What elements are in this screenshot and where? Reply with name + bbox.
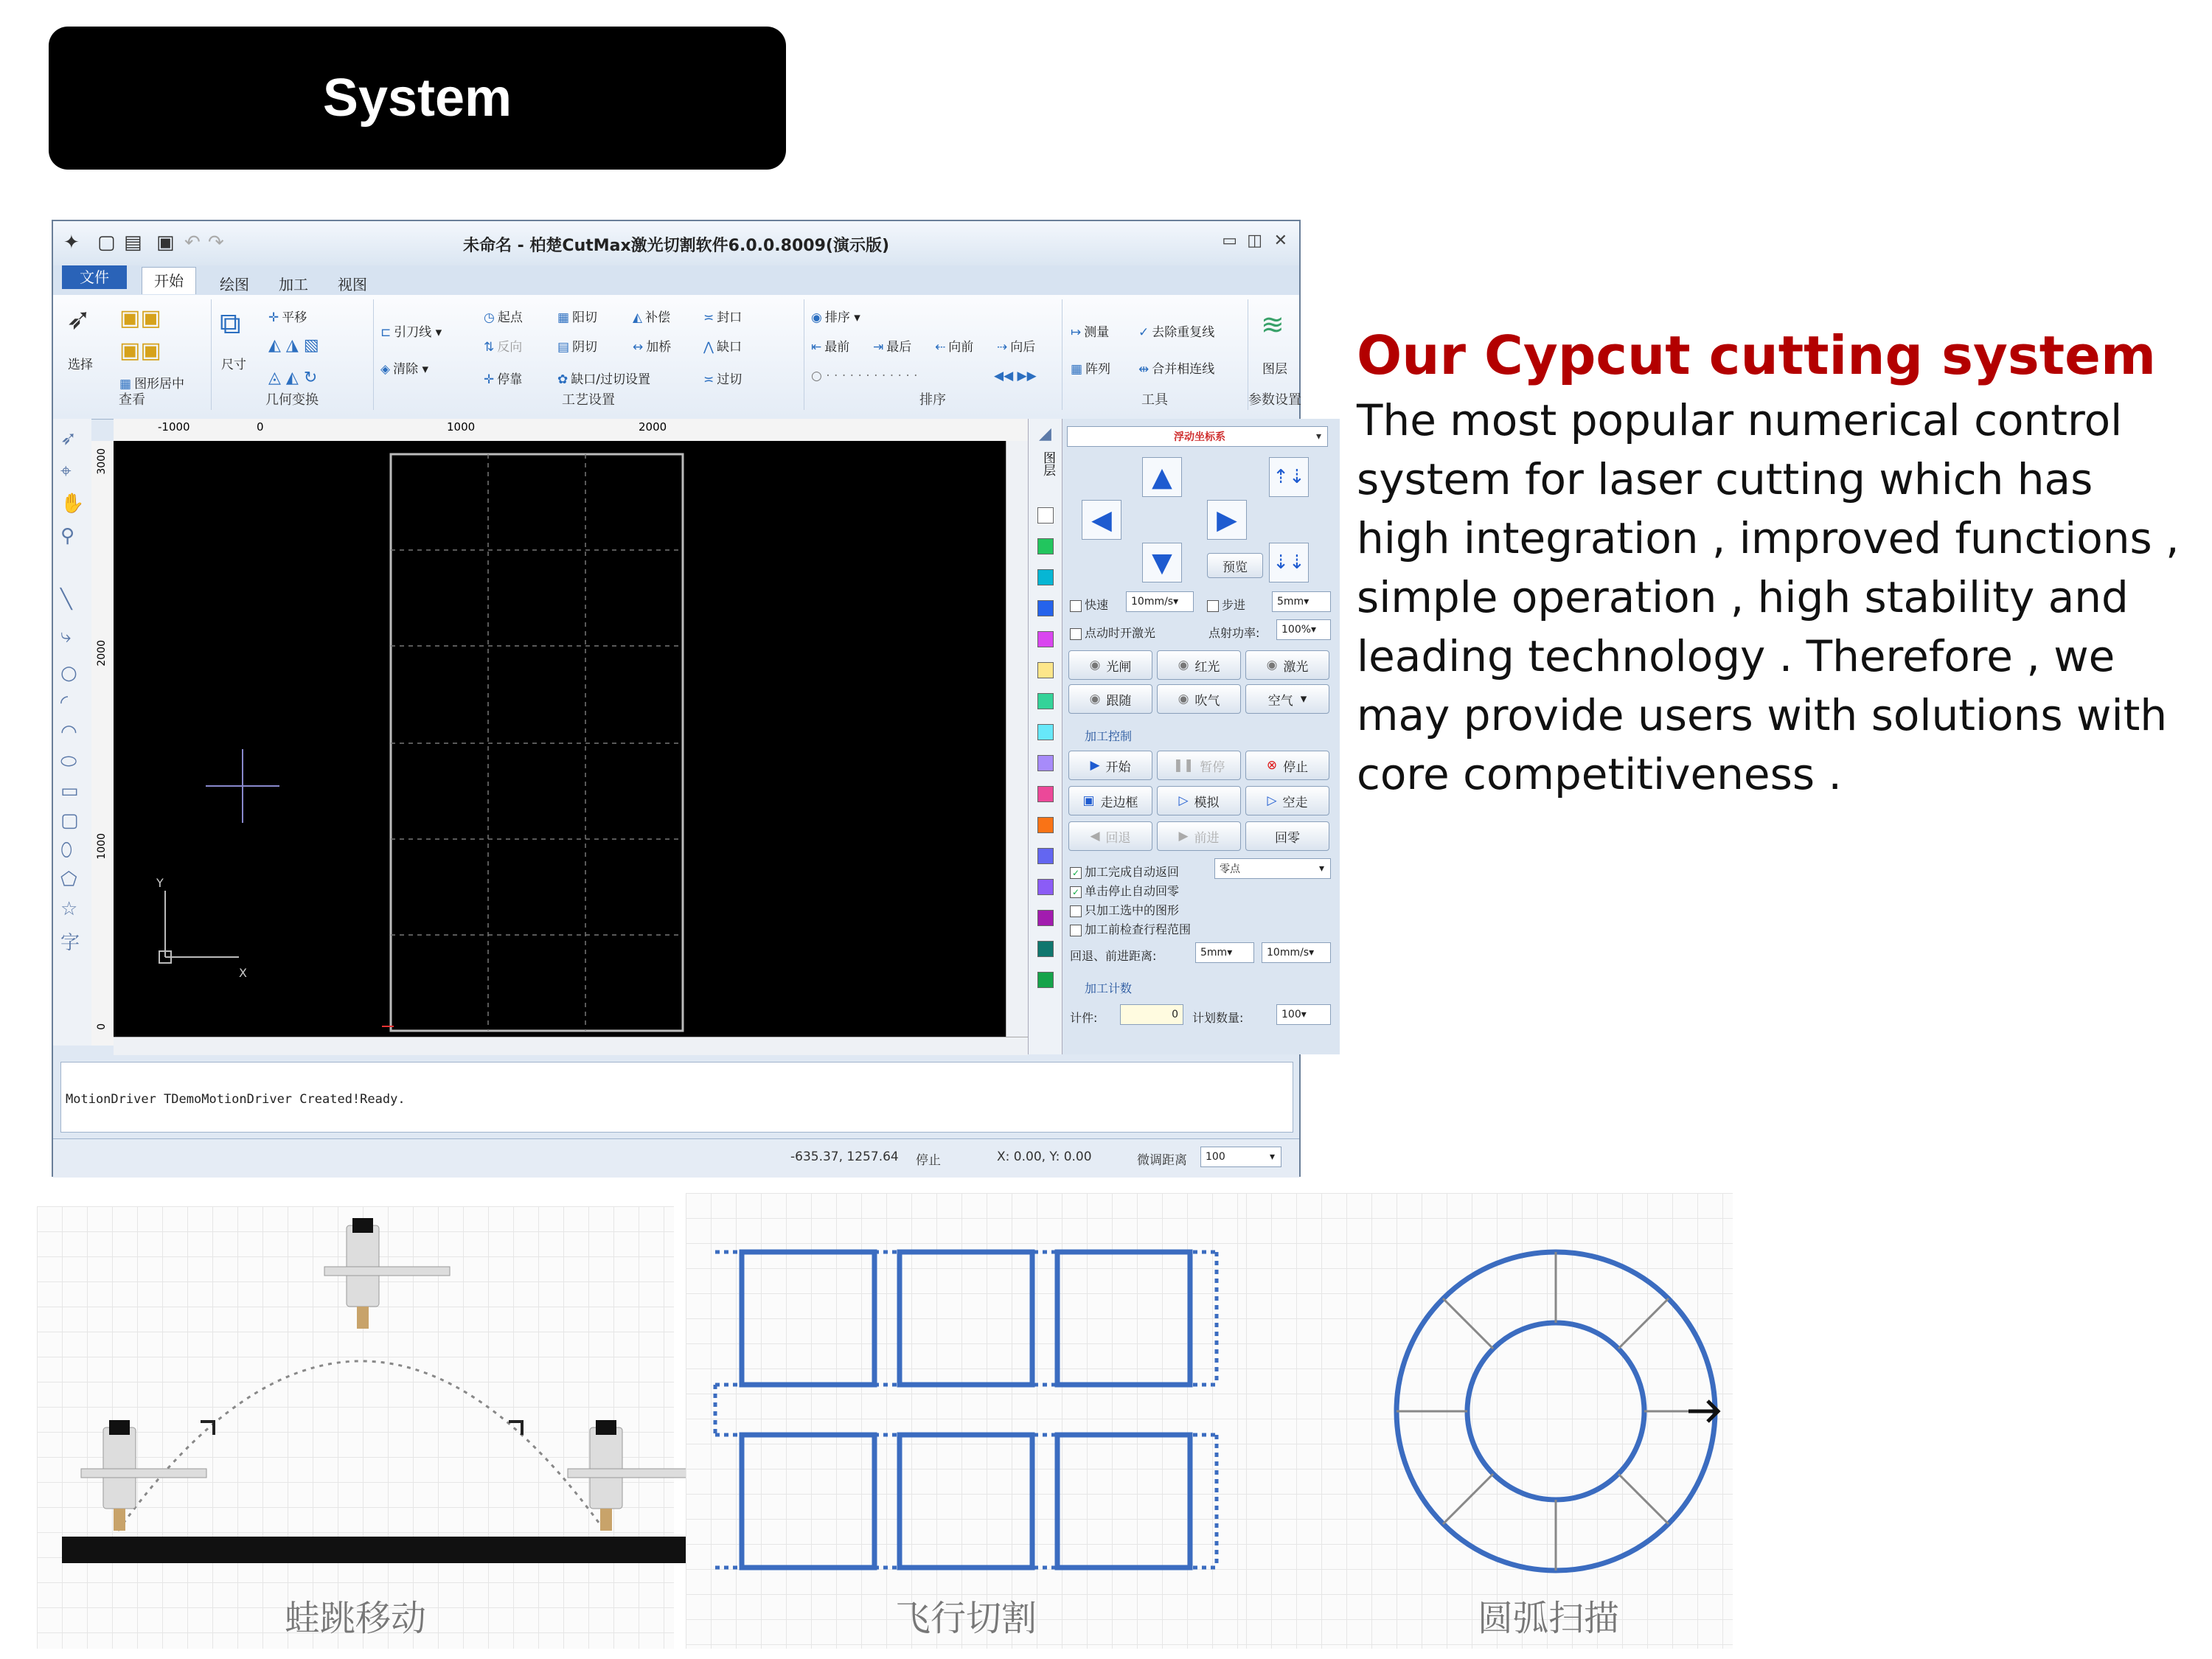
layer-color-swatch[interactable] <box>1037 662 1054 678</box>
log-message: MotionDriver TDemoMotionDriver Created!Ready. <box>66 1092 406 1107</box>
merge-button[interactable]: ⇹ 合并相连线 <box>1138 362 1215 377</box>
compensate-button[interactable]: ◭ 补偿 <box>633 310 671 325</box>
window-title: 未命名 - 柏楚CutMax激光切割软件6.0.0.8009(演示版) <box>462 237 890 255</box>
translate-button[interactable]: ✛ 平移 <box>268 310 307 325</box>
control-panel <box>1062 419 1340 1054</box>
jog-left-button[interactable]: ◀ <box>1082 500 1121 540</box>
layer-color-swatch[interactable] <box>1037 848 1054 864</box>
circle-tool-icon[interactable]: ○ <box>60 662 77 684</box>
laser-button[interactable]: ◉ 激光 <box>1245 650 1329 680</box>
arc-scan-illustration <box>1246 1193 1733 1649</box>
group-process-label: 工艺设置 <box>562 392 615 408</box>
select-button[interactable]: 选择 <box>68 358 93 372</box>
axis-x-label: X <box>239 966 247 980</box>
stop-button[interactable]: ⊗ 停止 <box>1245 751 1329 780</box>
preview-button[interactable]: 预览 <box>1207 553 1263 578</box>
back-advance-speed-select[interactable]: 10mm/s ▾ <box>1262 942 1331 963</box>
layer-color-swatch[interactable] <box>1037 538 1054 554</box>
group-params-label: 参数设置 <box>1248 392 1301 408</box>
gas-select[interactable]: 空气 ▾ <box>1245 684 1329 714</box>
canvas-horizontal-scrollbar[interactable] <box>114 1037 1028 1055</box>
dock-button[interactable]: ✛ 停靠 <box>484 372 523 387</box>
machine-state: 停止 <box>916 1153 941 1168</box>
rotate-icons[interactable]: ◬ ◭ ↻ <box>268 369 318 387</box>
redo-icon[interactable]: ↷ <box>208 232 224 254</box>
undo-icon[interactable]: ↶ <box>184 232 201 254</box>
size-icon: ⧉ <box>220 307 241 341</box>
bridge-button[interactable]: ↔ 加桥 <box>633 340 672 355</box>
layers-icon: ≋ <box>1261 308 1284 341</box>
description-body: The most popular numerical control system for laser cutting which has high integration , improved functions , simple operation , high stability and leading technology . Therefore , we may provide users with solutions with core competitiveness . <box>1357 395 2180 799</box>
select-box-icons[interactable]: ▣▣ <box>119 338 161 364</box>
fast-checkbox[interactable]: 快速 <box>1070 596 1108 613</box>
ruler-tick-label: 1000 <box>96 833 108 860</box>
layers-button[interactable]: 图层 <box>1262 362 1287 377</box>
auto-return-target-select[interactable]: 零点 ▾ <box>1214 858 1331 879</box>
z-down-button[interactable]: ⇣⇣ <box>1269 543 1309 582</box>
minimize-icon[interactable]: ▭ <box>1222 232 1237 250</box>
clear-button[interactable]: ◈ 清除 ▾ <box>380 362 429 377</box>
measure-button[interactable]: ↦ 测量 <box>1071 325 1110 340</box>
array-button[interactable]: ▦ 阵列 <box>1071 362 1111 377</box>
cut-in-button[interactable]: ▦ 阳切 <box>557 310 598 325</box>
ruler-tick-label: 2000 <box>96 640 108 667</box>
leapfrog-illustration <box>37 1206 674 1649</box>
lead-line-button[interactable]: ⊏ 引刀线 ▾ <box>380 325 442 340</box>
new-file-icon[interactable]: ▢ <box>97 232 116 254</box>
layer-color-swatch[interactable] <box>1037 507 1054 524</box>
tab-file[interactable]: 文件 <box>62 265 127 289</box>
group-sort <box>804 299 1062 410</box>
tab-view[interactable]: 视图 <box>338 276 367 293</box>
flying-cut-illustration <box>686 1193 1246 1649</box>
title-bar <box>53 221 1299 265</box>
machine-position: X: 0.00, Y: 0.00 <box>997 1150 1092 1164</box>
curve-tool-icon[interactable]: ◠ <box>60 721 77 743</box>
drawing-canvas[interactable] <box>114 441 1006 1037</box>
layer-color-swatch[interactable] <box>1037 910 1054 926</box>
rounded-rect-tool-icon[interactable]: ▢ <box>60 810 79 832</box>
arc-scan-label: 圆弧扫描 <box>1477 1598 1619 1639</box>
select-cursor-icon: ➶ <box>66 302 91 336</box>
layer-eraser-icon[interactable]: ◢ <box>1039 425 1051 443</box>
section-header <box>49 27 786 170</box>
cut-out-button[interactable]: ▤ 阴切 <box>557 340 598 355</box>
move-first-button[interactable]: ⇤ 最前 <box>811 340 850 355</box>
sort-step-icons[interactable]: ◀◀ ▶▶ <box>994 369 1037 383</box>
layer-color-swatch[interactable] <box>1037 693 1054 709</box>
back-button[interactable]: ◀ 回退 <box>1068 821 1152 851</box>
layer-color-swatch[interactable] <box>1037 600 1054 616</box>
group-params <box>1248 299 1302 410</box>
leapfrog-label: 蛙跳移动 <box>284 1598 426 1639</box>
fine-tune-label: 微调距离 <box>1137 1153 1187 1168</box>
layer-color-swatch[interactable] <box>1037 817 1054 833</box>
group-view-label: 查看 <box>119 392 145 408</box>
layer-color-swatch[interactable] <box>1037 941 1054 957</box>
group-tools-label: 工具 <box>1141 392 1168 408</box>
start-point-button[interactable]: ◷ 起点 <box>484 310 523 325</box>
sort-button[interactable]: ◉ 排序 ▾ <box>811 310 860 325</box>
layer-color-swatch[interactable] <box>1037 755 1054 771</box>
obround-tool-icon[interactable]: ⬯ <box>60 839 73 861</box>
check-range-checkbox[interactable]: 加工前检查行程范围 <box>1070 920 1191 937</box>
simulate-button[interactable]: ▷ 模拟 <box>1157 786 1241 815</box>
coordinate-mode-select[interactable]: 浮动坐标系 ▾ <box>1067 426 1328 447</box>
blow-button[interactable]: ◉ 吹气 <box>1157 684 1241 714</box>
ruler-tick-label: 1000 <box>447 420 476 434</box>
selected-only-checkbox[interactable]: 只加工选中的图形 <box>1070 901 1179 918</box>
layer-color-swatch[interactable] <box>1037 569 1054 585</box>
pulse-power-label: 点射功率: <box>1208 626 1260 640</box>
jog-up-button[interactable]: ▲ <box>1142 457 1182 497</box>
layer-color-swatch[interactable] <box>1037 879 1054 895</box>
tab-start[interactable]: 开始 <box>142 267 196 294</box>
arc-tool-icon[interactable]: ◜ <box>60 692 69 714</box>
step-checkbox[interactable]: 步进 <box>1207 596 1245 613</box>
size-button[interactable]: 尺寸 <box>221 358 246 372</box>
plan-count-field[interactable]: 100 ▾ <box>1276 1004 1331 1025</box>
red-light-button[interactable]: ◉ 红光 <box>1157 650 1241 680</box>
rect-tool-icon[interactable]: ▭ <box>60 780 79 802</box>
select-tool-icon[interactable]: ➶ <box>60 428 77 450</box>
start-button[interactable]: ▶ 开始 <box>1068 751 1152 780</box>
polyline-tool-icon[interactable]: ⤷ <box>60 625 72 647</box>
ribbon-tabs <box>53 265 1299 296</box>
flying-cut-diagram <box>686 1193 1246 1649</box>
dry-run-button[interactable]: ▷ 空走 <box>1245 786 1329 815</box>
save-icon[interactable]: ▣ <box>156 232 175 254</box>
zoom-tool-icon[interactable]: ⚲ <box>60 525 75 547</box>
group-sort-label: 排序 <box>919 392 946 408</box>
overcut-button[interactable]: ≍ 过切 <box>703 372 742 387</box>
log-output <box>60 1062 1293 1133</box>
jog-down-button[interactable]: ▼ <box>1142 543 1182 582</box>
fast-speed-select[interactable]: 10mm/s ▾ <box>1126 591 1194 612</box>
line-tool-icon[interactable]: ╲ <box>60 588 72 611</box>
open-folder-icon[interactable]: ▤ <box>124 232 142 254</box>
ruler-vertical <box>91 441 114 1046</box>
layer-color-swatch[interactable] <box>1037 724 1054 740</box>
axis-y-label: Y <box>156 876 164 890</box>
move-last-button[interactable]: ⇥ 最后 <box>873 340 912 355</box>
stop-auto-home-checkbox[interactable]: ✓ 单击停止自动回零 <box>1070 882 1179 899</box>
pan-hand-icon[interactable]: ✋ <box>60 493 85 515</box>
ribbon <box>53 295 1299 420</box>
description-title: Our Cypcut cutting system <box>1357 324 2157 386</box>
gap-button[interactable]: ⋀ 缺口 <box>703 340 742 355</box>
cursor-coordinates: -635.37, 1257.64 <box>790 1150 899 1164</box>
ruler-tick-label: 3000 <box>96 448 108 475</box>
shutter-button[interactable]: ◉ 光闸 <box>1068 650 1152 680</box>
dedupe-button[interactable]: ✓ 去除重复线 <box>1138 325 1215 340</box>
back-advance-distance-select[interactable]: 5mm ▾ <box>1195 942 1254 963</box>
process-count-title: 加工计数 <box>1085 981 1133 995</box>
canvas-vertical-scrollbar[interactable] <box>1006 441 1029 1037</box>
canvas-drawing <box>114 441 1006 1037</box>
group-view <box>53 299 212 410</box>
ruler-tick-label: 0 <box>257 420 264 434</box>
section-title: System <box>322 69 512 128</box>
pulse-power-select[interactable]: 100% ▾ <box>1276 619 1331 640</box>
home-button[interactable]: 回零 <box>1245 821 1329 851</box>
plan-count-label: 计划数量: <box>1192 1011 1244 1025</box>
auto-return-checkbox[interactable]: ✓ 加工完成自动返回 <box>1070 863 1179 880</box>
group-geometry-label: 几何变换 <box>265 392 319 408</box>
gap-overcut-button[interactable]: ✿ 缺口/过切设置 <box>557 372 650 387</box>
ruler-tick-label: -1000 <box>158 420 190 434</box>
z-up-button[interactable]: ⇡⇣ <box>1269 457 1309 497</box>
drawing-toolbar <box>53 419 91 1046</box>
pause-button[interactable]: ❚❚ 暂停 <box>1157 751 1241 780</box>
move-forward-button[interactable]: ⇠ 向前 <box>935 340 974 355</box>
group-tools <box>1062 299 1248 410</box>
center-graphics-button[interactable]: ▦ 图形居中 <box>119 377 185 392</box>
ellipse-tool-icon[interactable]: ⬭ <box>60 751 77 773</box>
tab-draw[interactable]: 绘图 <box>220 276 249 293</box>
count-label: 计件: <box>1070 1011 1098 1025</box>
select-mode-icons[interactable]: ▣▣ <box>119 305 161 331</box>
group-geometry <box>211 299 374 410</box>
text-tool-icon[interactable]: 字 <box>60 932 80 954</box>
fine-tune-select[interactable]: 100 ▾ <box>1200 1147 1281 1167</box>
step-distance-select[interactable]: 5mm ▾ <box>1272 591 1331 612</box>
app-logo-icon: ✦ <box>63 232 80 254</box>
sort-slider[interactable]: ○ · · · · · · · · · · · · <box>811 369 918 383</box>
advance-button[interactable]: ▶ 前进 <box>1157 821 1241 851</box>
leapfrog-diagram <box>37 1206 674 1649</box>
layer-palette <box>1028 419 1062 1054</box>
follow-button[interactable]: ◉ 跟随 <box>1068 684 1152 714</box>
move-backward-button[interactable]: ⇢ 向后 <box>997 340 1036 355</box>
count-field[interactable]: 0 <box>1120 1004 1183 1025</box>
arc-scan-diagram <box>1246 1193 1733 1649</box>
frame-button[interactable]: ▣ 走边框 <box>1068 786 1152 815</box>
layer-color-swatch[interactable] <box>1037 786 1054 802</box>
tab-process[interactable]: 加工 <box>279 276 308 293</box>
node-edit-tool-icon[interactable]: ⌖ <box>60 460 72 482</box>
close-icon[interactable]: ✕ <box>1273 232 1287 250</box>
maximize-icon[interactable]: ◫ <box>1247 232 1262 250</box>
jog-right-button[interactable]: ▶ <box>1207 500 1247 540</box>
pulse-laser-checkbox[interactable]: 点动时开激光 <box>1070 624 1155 641</box>
process-control-title: 加工控制 <box>1085 729 1133 743</box>
back-advance-label: 回退、前进距离: <box>1070 949 1157 963</box>
layer-color-swatch[interactable] <box>1037 972 1054 988</box>
reverse-button[interactable]: ⇅ 反向 <box>484 340 523 355</box>
flying-cut-label: 飞行切割 <box>894 1598 1037 1639</box>
star-tool-icon[interactable]: ☆ <box>60 898 78 920</box>
polygon-tool-icon[interactable]: ⬠ <box>60 869 77 891</box>
mirror-icons[interactable]: ◭ ◮ ▧ <box>268 336 319 355</box>
ruler-tick-label: 2000 <box>639 420 667 434</box>
status-bar <box>53 1138 1299 1178</box>
cutmax-window <box>52 220 1324 1177</box>
layer-color-swatch[interactable] <box>1037 631 1054 647</box>
ruler-tick-label: 0 <box>96 1023 108 1030</box>
seal-button[interactable]: ≍ 封口 <box>703 310 742 325</box>
ruler-horizontal <box>114 419 1028 442</box>
group-process <box>373 299 804 410</box>
layer-label: 图层 <box>1040 451 1055 476</box>
